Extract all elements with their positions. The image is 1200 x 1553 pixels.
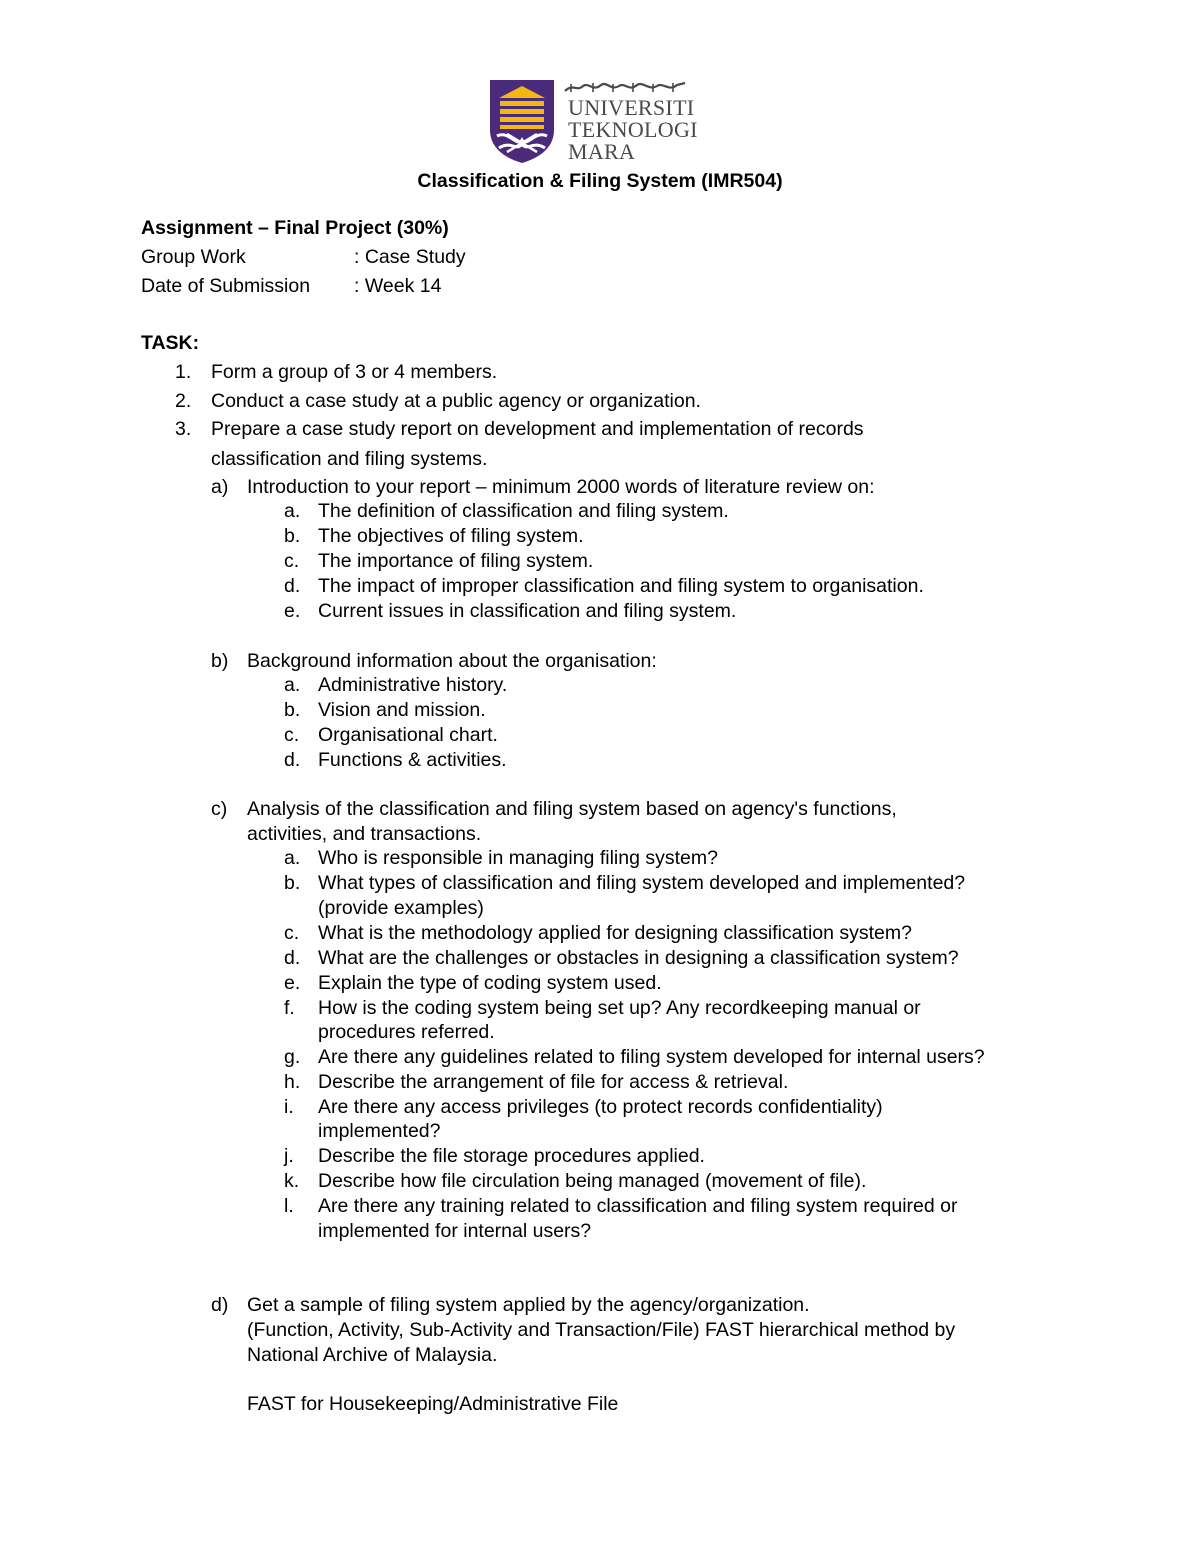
section-c-heading-continuation: activities, and transactions. xyxy=(247,823,482,845)
list-letter: b. xyxy=(284,525,301,547)
task-item-continuation: classification and filing systems. xyxy=(211,448,488,470)
task-number: 2. xyxy=(175,390,192,412)
group-work-value: : Case Study xyxy=(354,246,466,268)
list-letter: b. xyxy=(284,699,301,721)
list-letter: a. xyxy=(284,847,301,869)
list-letter: a. xyxy=(284,674,301,696)
list-letter: j. xyxy=(284,1145,294,1167)
section-label: b) xyxy=(211,650,229,672)
list-letter: c. xyxy=(284,550,300,572)
list-item: Administrative history. xyxy=(318,674,508,696)
list-item: Current issues in classification and filing system. xyxy=(318,600,737,622)
list-item-continuation: implemented for internal users? xyxy=(318,1220,592,1242)
task-number: 1. xyxy=(175,361,192,383)
list-item: What is the methodology applied for designing classification system? xyxy=(318,922,912,944)
list-item: Who is responsible in managing filing system? xyxy=(318,847,718,869)
section-label: c) xyxy=(211,798,228,820)
list-letter: e. xyxy=(284,600,301,622)
list-letter: i. xyxy=(284,1096,294,1118)
list-item-continuation: (provide examples) xyxy=(318,897,484,919)
fast-housekeeping-heading: FAST for Housekeeping/Administrative File xyxy=(247,1393,619,1415)
section-d-heading: Get a sample of filing system applied by the agency/organization. xyxy=(247,1294,810,1316)
section-a-heading: Introduction to your report – minimum 2000 words of literature review on: xyxy=(247,476,875,498)
list-item-continuation: implemented? xyxy=(318,1120,441,1142)
date-of-submission-value: : Week 14 xyxy=(354,275,442,297)
section-label: a) xyxy=(211,476,229,498)
task-heading: TASK: xyxy=(141,332,200,354)
list-letter: k. xyxy=(284,1170,300,1192)
list-item: Are there any training related to classification and filing system required or xyxy=(318,1195,958,1217)
list-letter: c. xyxy=(284,922,300,944)
list-item: What types of classification and filing system developed and implemented? xyxy=(318,872,966,894)
list-letter: c. xyxy=(284,724,300,746)
list-item: The definition of classification and filing system. xyxy=(318,500,729,522)
jawi-script-logo xyxy=(563,80,687,94)
list-letter: h. xyxy=(284,1071,301,1093)
list-item: The impact of improper classification and filing system to organisation. xyxy=(318,575,924,597)
list-letter: e. xyxy=(284,972,301,994)
task-number: 3. xyxy=(175,418,192,440)
list-letter: a. xyxy=(284,500,301,522)
list-item: Vision and mission. xyxy=(318,699,486,721)
list-letter: l. xyxy=(284,1195,294,1217)
list-item-continuation: procedures referred. xyxy=(318,1021,495,1043)
logo-line-universiti: UNIVERSITI xyxy=(568,95,695,120)
list-letter: b. xyxy=(284,872,301,894)
section-label: d) xyxy=(211,1294,229,1316)
list-letter: d. xyxy=(284,947,301,969)
assignment-heading: Assignment – Final Project (30%) xyxy=(141,217,449,239)
section-c-heading: Analysis of the classification and filing system based on agency's functions, xyxy=(247,798,897,820)
list-item: Are there any guidelines related to filing system developed for internal users? xyxy=(318,1046,985,1068)
list-item: Describe the file storage procedures applied. xyxy=(318,1145,705,1167)
list-item: Organisational chart. xyxy=(318,724,498,746)
section-d-line: (Function, Activity, Sub-Activity and Transaction/File) FAST hierarchical method by xyxy=(247,1319,956,1341)
section-d-line: National Archive of Malaysia. xyxy=(247,1344,498,1366)
list-item: What are the challenges or obstacles in designing a classification system? xyxy=(318,947,959,969)
task-item: Prepare a case study report on development and implementation of records xyxy=(211,418,864,440)
list-item: Describe the arrangement of file for access & retrieval. xyxy=(318,1071,789,1093)
list-item: Functions & activities. xyxy=(318,749,507,771)
list-letter: d. xyxy=(284,575,301,597)
date-of-submission-label: Date of Submission xyxy=(141,275,311,297)
logo-line-mara: MARA xyxy=(568,139,636,164)
list-item: The objectives of filing system. xyxy=(318,525,584,547)
logo-line-teknologi: TEKNOLOGI xyxy=(568,117,698,142)
section-b-heading: Background information about the organisation: xyxy=(247,650,657,672)
uitm-crest-icon xyxy=(487,78,557,164)
list-item: Describe how file circulation being managed (movement of file). xyxy=(318,1170,867,1192)
list-letter: f. xyxy=(284,997,295,1019)
document-title: Classification & Filing System (IMR504) xyxy=(417,170,783,192)
list-item: Explain the type of coding system used. xyxy=(318,972,662,994)
list-letter: d. xyxy=(284,749,301,771)
list-letter: g. xyxy=(284,1046,301,1068)
task-item: Conduct a case study at a public agency or organization. xyxy=(211,390,701,412)
group-work-label: Group Work xyxy=(141,246,246,268)
task-item: Form a group of 3 or 4 members. xyxy=(211,361,498,383)
list-item: Are there any access privileges (to protect records confidentiality) xyxy=(318,1096,883,1118)
list-item: How is the coding system being set up? Any recordkeeping manual or xyxy=(318,997,921,1019)
university-logo xyxy=(487,78,698,164)
list-item: The importance of filing system. xyxy=(318,550,594,572)
